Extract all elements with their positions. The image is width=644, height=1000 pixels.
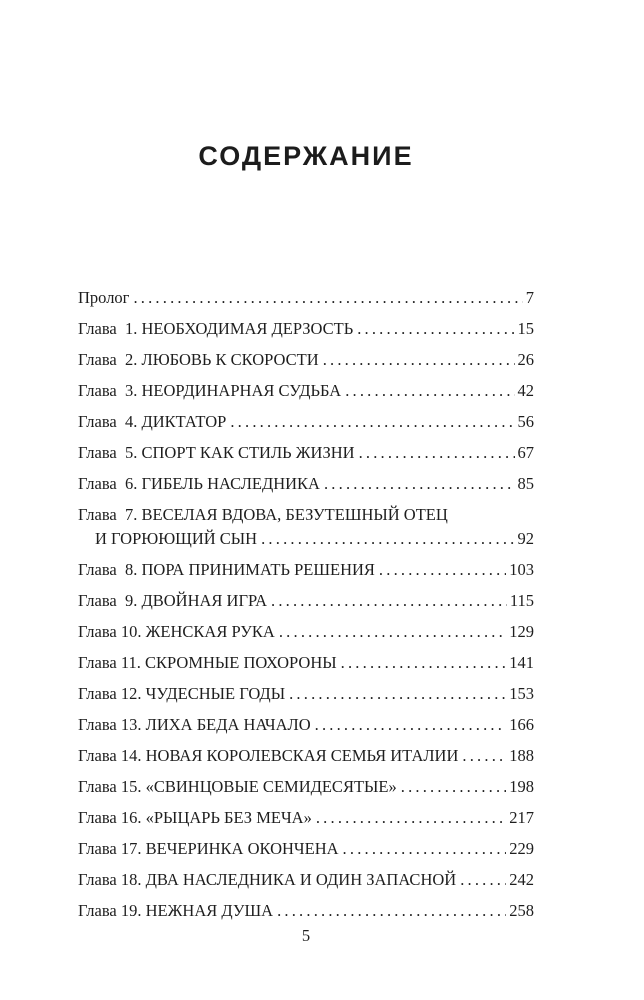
toc-entry [78,622,534,642]
table-of-contents [78,288,534,921]
toc-entry-page: 198 [509,777,534,796]
toc-entry [78,715,534,735]
toc-entry [78,839,534,859]
toc-entry-label: Глава 9. ДВОЙНАЯ ИГРА [78,591,267,610]
toc-entry-row [78,870,534,890]
toc-entry-label: Пролог [78,288,130,307]
toc-dot-leader [289,684,506,704]
toc-entry-page: 242 [509,870,534,889]
toc-entry-row [78,288,534,308]
toc-entry-page: 129 [509,622,534,641]
toc-entry-row [78,560,534,580]
toc-entry-page: 56 [517,412,534,431]
page-title: СОДЕРЖАНИЕ [198,141,414,171]
toc-entry-row [78,474,534,494]
toc-dot-leader [462,746,506,766]
toc-dot-leader [316,808,506,828]
toc-dot-leader [359,443,515,463]
toc-entry-row [78,746,534,766]
toc-entry-row [78,653,534,673]
toc-dot-leader [379,560,506,580]
toc-entry [78,684,534,704]
toc-entry-label: Глава 7. ВЕСЕЛАЯ ВДОВА, БЕЗУТЕШНЫЙ ОТЕЦ [78,505,448,524]
toc-entry [78,288,534,308]
toc-dot-leader [323,350,515,370]
toc-entry-page: 92 [517,529,534,548]
toc-entry-label: Глава 16. «РЫЦАРЬ БЕЗ МЕЧА» [78,808,312,827]
toc-entry-label: Глава 3. НЕОРДИНАРНАЯ СУДЬБА [78,381,342,400]
toc-entry-row [78,529,534,549]
toc-entry-row [78,777,534,797]
toc-entry-label: Глава 17. ВЕЧЕРИНКА ОКОНЧЕНА [78,839,339,858]
toc-entry-label: Глава 18. ДВА НАСЛЕДНИКА И ОДИН ЗАПАСНОЙ [78,870,457,889]
toc-entry-label: Глава 8. ПОРА ПРИНИМАТЬ РЕШЕНИЯ [78,560,375,579]
toc-entry-row [78,591,534,611]
toc-dot-leader [230,412,514,432]
toc-entry-page: 217 [509,808,534,827]
toc-entry [78,412,534,432]
toc-entry [78,474,534,494]
toc-entry-page: 141 [509,653,534,672]
toc-entry-page: 67 [517,443,534,462]
toc-entry-label: Глава 4. ДИКТАТОР [78,412,227,431]
toc-entry-page: 42 [517,381,534,400]
toc-entry-label: Глава 1. НЕОБХОДИМАЯ ДЕРЗОСТЬ [78,319,354,338]
toc-dot-leader [460,870,506,890]
toc-entry-row [78,622,534,642]
toc-entry-row [78,381,534,401]
toc-entry-row [78,684,534,704]
toc-entry-row [78,901,534,921]
toc-dot-leader [261,529,514,549]
folio-page-number: 5 [301,926,311,945]
toc-entry-page: 166 [509,715,534,734]
toc-entry-page: 153 [509,684,534,703]
toc-entry [78,505,534,549]
toc-dot-leader [277,901,506,921]
toc-dot-leader [357,319,514,339]
toc-entry [78,808,534,828]
toc-dot-leader [315,715,507,735]
toc-entry-page: 258 [509,901,534,920]
toc-entry-label: Глава 19. НЕЖНАЯ ДУША [78,901,274,920]
toc-entry [78,350,534,370]
toc-entry-page: 85 [517,474,534,493]
toc-entry-label: Глава 6. ГИБЕЛЬ НАСЛЕДНИКА [78,474,320,493]
toc-entry-label: Глава 14. НОВАЯ КОРОЛЕВСКАЯ СЕМЬЯ ИТАЛИИ [78,746,459,765]
toc-entry-page: 103 [509,560,534,579]
toc-dot-leader [343,839,507,859]
toc-entry-row [78,412,534,432]
toc-entry-row [78,715,534,735]
toc-entry [78,381,534,401]
toc-dot-leader [345,381,514,401]
toc-entry-row [78,443,534,463]
toc-entry [78,777,534,797]
toc-entry-row [78,350,534,370]
toc-dot-leader [341,653,507,673]
toc-dot-leader [133,288,522,308]
toc-entry-label: Глава 2. ЛЮБОВЬ К СКОРОСТИ [78,350,319,369]
toc-entry-page: 115 [509,591,534,610]
toc-entry-page: 15 [517,319,534,338]
toc-entry [78,653,534,673]
toc-dot-leader [279,622,506,642]
toc-dot-leader [324,474,515,494]
toc-entry [78,319,534,339]
toc-dot-leader [401,777,507,797]
toc-entry-page: 229 [509,839,534,858]
toc-entry-label: Глава 13. ЛИХА БЕДА НАЧАЛО [78,715,311,734]
toc-dot-leader [271,591,507,611]
toc-entry-page: 7 [525,288,534,307]
toc-entry-label: Глава 12. ЧУДЕСНЫЕ ГОДЫ [78,684,286,703]
toc-entry-row [78,319,534,339]
toc-entry-row [78,808,534,828]
toc-entry-label: Глава 5. СПОРТ КАК СТИЛЬ ЖИЗНИ [78,443,355,462]
toc-entry [78,901,534,921]
toc-entry-row [78,839,534,859]
toc-entry [78,746,534,766]
toc-entry-label-continuation: И ГОРЮЮЩИЙ СЫН [95,529,258,548]
toc-entry [78,870,534,890]
toc-entry [78,443,534,463]
text-column [78,0,534,921]
toc-entry [78,560,534,580]
toc-entry [78,591,534,611]
toc-entry-label: Глава 11. СКРОМНЫЕ ПОХОРОНЫ [78,653,337,672]
toc-entry-page: 26 [517,350,534,369]
toc-entry-label: Глава 10. ЖЕНСКАЯ РУКА [78,622,275,641]
toc-entry-label: Глава 15. «СВИНЦОВЫЕ СЕМИДЕСЯТЫЕ» [78,777,397,796]
toc-entry-page: 188 [509,746,534,765]
